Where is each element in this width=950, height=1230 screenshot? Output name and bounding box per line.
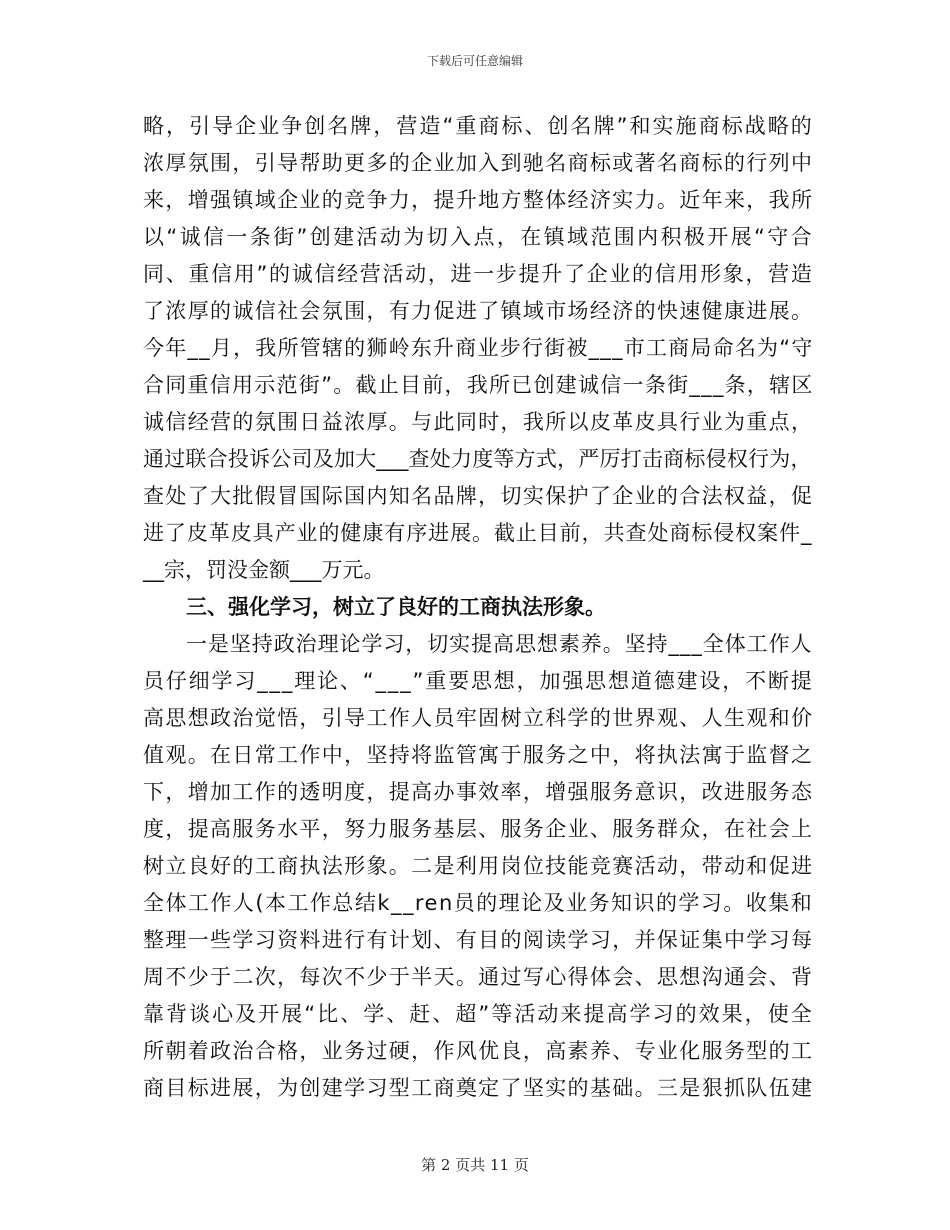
body-line: 以“诚信一条街”创建活动为切入点，在镇域范围内积极开展“守合 xyxy=(143,225,815,249)
paragraph-first-line: 一是坚持政治理论学习，切实提高思想素养。坚持___全体工作人 xyxy=(186,632,813,656)
body-line: 查处了大批假冒国际国内知名品牌，切实保护了企业的合法权益，促 xyxy=(143,484,814,508)
body-line: 全体工作人(本工作总结k__ren员的理论及业务知识的学习。收集和 xyxy=(143,891,814,915)
body-line: 员仔细学习___理论、“___”重要思想，加强思想道德建设，不断提 xyxy=(143,669,814,693)
body-line: 值观。在日常工作中，坚持将监管寓于服务之中，将执法寓于监督之 xyxy=(143,743,814,767)
body-line: 整理一些学习资料进行有计划、有目的阅读学习，并保证集中学习每 xyxy=(143,928,814,952)
body-line: 诚信经营的氛围日益浓厚。与此同时，我所以皮革皮具行业为重点， xyxy=(143,410,814,434)
body-line: __宗，罚没金额___万元。 xyxy=(143,558,385,582)
section-heading: 三、强化学习，树立了良好的工商执法形象。 xyxy=(186,595,606,619)
body-line: 度，提高服务水平，努力服务基层、服务企业、服务群众，在社会上 xyxy=(143,817,814,841)
page-footer: 第 2 页共 11 页 xyxy=(421,1156,529,1174)
body-line: 略，引导企业争创名牌，营造“重商标、创名牌”和实施商标战略的 xyxy=(143,114,814,138)
body-line: 树立良好的工商执法形象。二是利用岗位技能竞赛活动，带动和促进 xyxy=(143,854,814,878)
body-line: 通过联合投诉公司及加大___查处力度等方式，严厉打击商标侵权行为， xyxy=(143,447,812,471)
body-line: 浓厚氛围，引导帮助更多的企业加入到驰名商标或著名商标的行列中 xyxy=(143,151,814,175)
body-line: 合同重信用示范街”。截止目前，我所已创建诚信一条街___条，辖区 xyxy=(143,373,814,397)
body-line: 所朝着政治合格，业务过硬，作风优良，高素养、专业化服务型的工 xyxy=(143,1039,814,1063)
body-line: 今年__月，我所管辖的狮岭东升商业步行街被___市工商局命名为“守 xyxy=(143,336,814,360)
body-line: 靠背谈心及开展“比、学、赶、超”等活动来提高学习的效果，使全 xyxy=(143,1002,814,1026)
body-line: 商目标进展，为创建学习型工商奠定了坚实的基础。三是狠抓队伍建 xyxy=(143,1076,814,1100)
body-line: 来，增强镇域企业的竞争力，提升地方整体经济实力。近年来，我所 xyxy=(143,188,814,212)
body-line: 周不少于二次，每次不少于半天。通过写心得体会、思想沟通会、背 xyxy=(143,965,814,989)
body-line: 进了皮革皮具产业的健康有序进展。截止目前，共查处商标侵权案件_ xyxy=(143,521,813,545)
body-line: 下，增加工作的透明度，提高办事效率，增强服务意识，改进服务态 xyxy=(143,780,814,804)
body-line: 了浓厚的诚信社会氛围，有力促进了镇域市场经济的快速健康进展。 xyxy=(143,299,814,323)
body-line: 高思想政治觉悟，引导工作人员牢固树立科学的世界观、人生观和价 xyxy=(143,706,814,730)
page-header: 下载后可任意编辑 xyxy=(426,54,523,68)
body-line: 同、重信用”的诚信经营活动，进一步提升了企业的信用形象，营造 xyxy=(143,262,814,286)
